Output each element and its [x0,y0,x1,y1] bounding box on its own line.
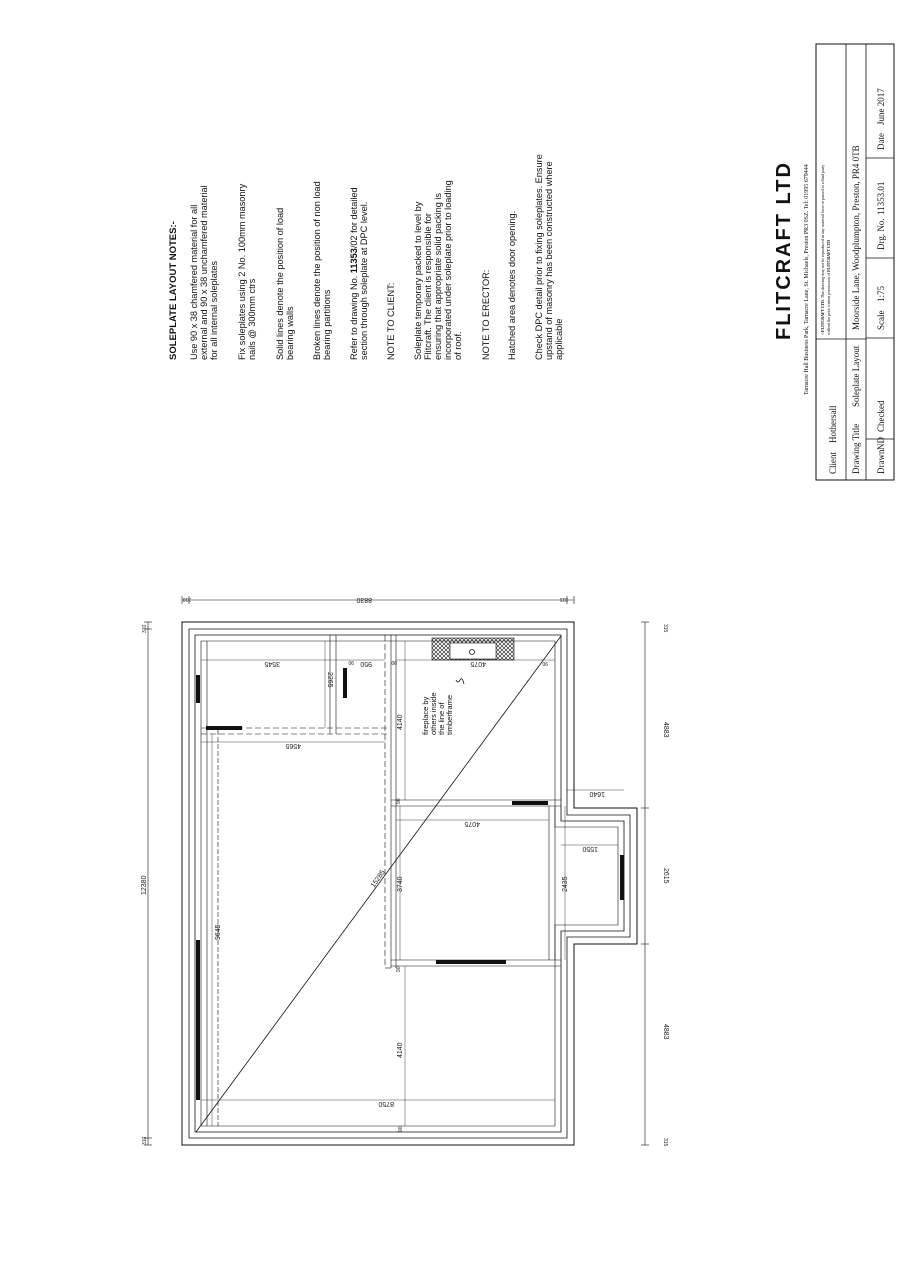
drg-label: Drg. No. [876,218,886,250]
dim-4140-bottom: 4140 [397,1042,404,1058]
note-1-line-2: external and 90 x 38 unchamfered material [199,185,209,360]
soleplate-inner-line [201,641,618,1126]
svg-text:©FLITCRAFT LTD. This drawing [820,165,825,335]
fireplace-note-line-2: others inside [429,692,438,735]
note-5-line-1: Refer to drawing No. 11353/02 for detailed [349,187,359,360]
load-bearing-markers [196,668,624,1100]
note-erector-heading: NOTE TO ERECTOR: [481,269,491,360]
svg-text:without the prior written perm [826,240,831,335]
drawn-label: Drawn [876,449,886,474]
dim-3545: 3545 [264,660,280,667]
dim-right-4883-top: 4883 [662,722,669,738]
scale-label: Scale [876,310,886,330]
note-dpc-line-2: upstand of masonry has been constructed where [544,161,554,360]
dim-3740: 3740 [397,876,404,892]
dim-2435: 2435 [562,876,569,892]
fireplace-note-line-3: the line of [437,702,446,735]
note-client-line-4: incorporated under soleplate prior to loading [443,180,453,360]
dim-315-right-top: 315 [662,624,668,633]
dim-950: 950 [360,660,372,667]
dim-90-a: 90 [348,659,354,665]
copyright-owner: FLITCRAFT LTD [820,300,825,332]
dim-4075-mid: 4075 [464,820,480,827]
dim-diagonal: 15285 [369,869,387,890]
dim-4075-top: 4075 [470,660,486,667]
floor-plan [144,596,649,1145]
dim-90-f: 90 [396,966,402,972]
note-client-line-5: of roof. [453,331,463,360]
checked-label: Checked [876,400,886,432]
dim-4140-top: 4140 [397,714,404,730]
drg-value: 11353.01 [876,181,886,215]
note-client-heading: NOTE TO CLIENT: [386,282,396,360]
dim-overall-length: 12380 [141,875,148,895]
dim-310-bottom-left: 310 [142,1136,148,1145]
date-value: June 2017 [876,88,886,125]
fireplace-note-line-1: fireplace by [421,696,430,735]
note-1-line-3: for all internal soleplates [209,260,219,360]
soleplate-notes [168,154,564,360]
dim-315-right-bottom: 315 [662,1138,668,1147]
client-value: Hothersall [828,405,838,443]
dim-1550: 1550 [582,845,598,852]
dim-2265: 2265 [326,672,333,688]
fireplace [432,638,514,660]
note-3-line-1: Solid lines denote the position of load [275,207,285,360]
copyright-notice [820,165,831,335]
note-1-line-1: Use 90 x 38 chamfered material for all [189,204,199,360]
company-logo: FLITCRAFT LTD [773,161,795,340]
note-client-line-1: Soleplate temporary packed to level by [413,201,423,360]
dim-8750: 8750 [378,1100,394,1107]
note-3-line-2: bearing walls [285,306,295,360]
site-address: Moorside Lane, Woodplumpton, Preston, PR4 0TB [851,145,861,330]
dim-right-2615: 2615 [662,868,669,884]
copyright-symbol: © [820,331,825,335]
copyright-owner-2: FLITCRAFT LTD [826,239,831,272]
note-4-line-1: Broken lines denote the position of non load [312,181,322,360]
dim-90-b: 90 [391,659,397,665]
dim-overall-width: 8830 [356,596,372,603]
drawing-title-label: Drawing Title [851,423,861,474]
note-2-line-1: Fix soleplates using 2 No. 100mm masonry [237,183,247,360]
note-client-line-2: Flitcraft. The client is responsible for [423,213,433,360]
note-dpc-line-3: applicable [554,318,564,360]
fireplace-note-line-4: timberframe [445,694,454,735]
soleplate-line [195,635,624,1132]
client-label: Client [828,452,838,474]
note-4-line-2: bearing partitions [322,289,332,360]
company-address: Tarnacre Hall Business Park, Tarnacre Lane, St. Michaels, Preston PR3 0SZ. Tel: 01995 679444 [804,164,810,395]
dim-9645: 9645 [215,924,222,940]
copyright-text-1: . This drawing may not be reproduced in any material form or passed to a third party [820,164,825,301]
copyright-text-2: without the prior written permission of [826,272,831,335]
dim-90-e: 90 [396,798,402,804]
note-client-line-3: ensuring that appropriate solid packing is [433,192,443,360]
dim-310-top-left: 310 [142,624,148,633]
dim-right-4883-bottom: 4883 [662,1024,669,1040]
dim-1640: 1640 [589,790,605,797]
note-2-line-2: nails @ 300mm ctrs [247,278,257,360]
dim-90-d: 90 [542,660,548,666]
note-dpc-line-1: Check DPC detail prior to fixing soleplates. Ensure [534,154,544,360]
dim-310-top-width: 310 [182,596,191,602]
scale-value: 1:75 [876,285,886,302]
drawn-value: ND [876,437,886,450]
drawing-title-value: Soleplate Layout [851,345,861,407]
date-label: Date [876,133,886,150]
dim-4565: 4565 [285,742,301,749]
dim-315-top-width: 315 [559,596,568,602]
dim-90-c: 90 [398,1126,404,1132]
note-hatched: Hatched area denotes door opening. [507,210,517,360]
note-5-line-2: section through soleplate at DPC level. [359,201,369,360]
fireplace-note [421,692,454,735]
notes-heading: SOLEPLATE LAYOUT NOTES:- [168,221,179,360]
